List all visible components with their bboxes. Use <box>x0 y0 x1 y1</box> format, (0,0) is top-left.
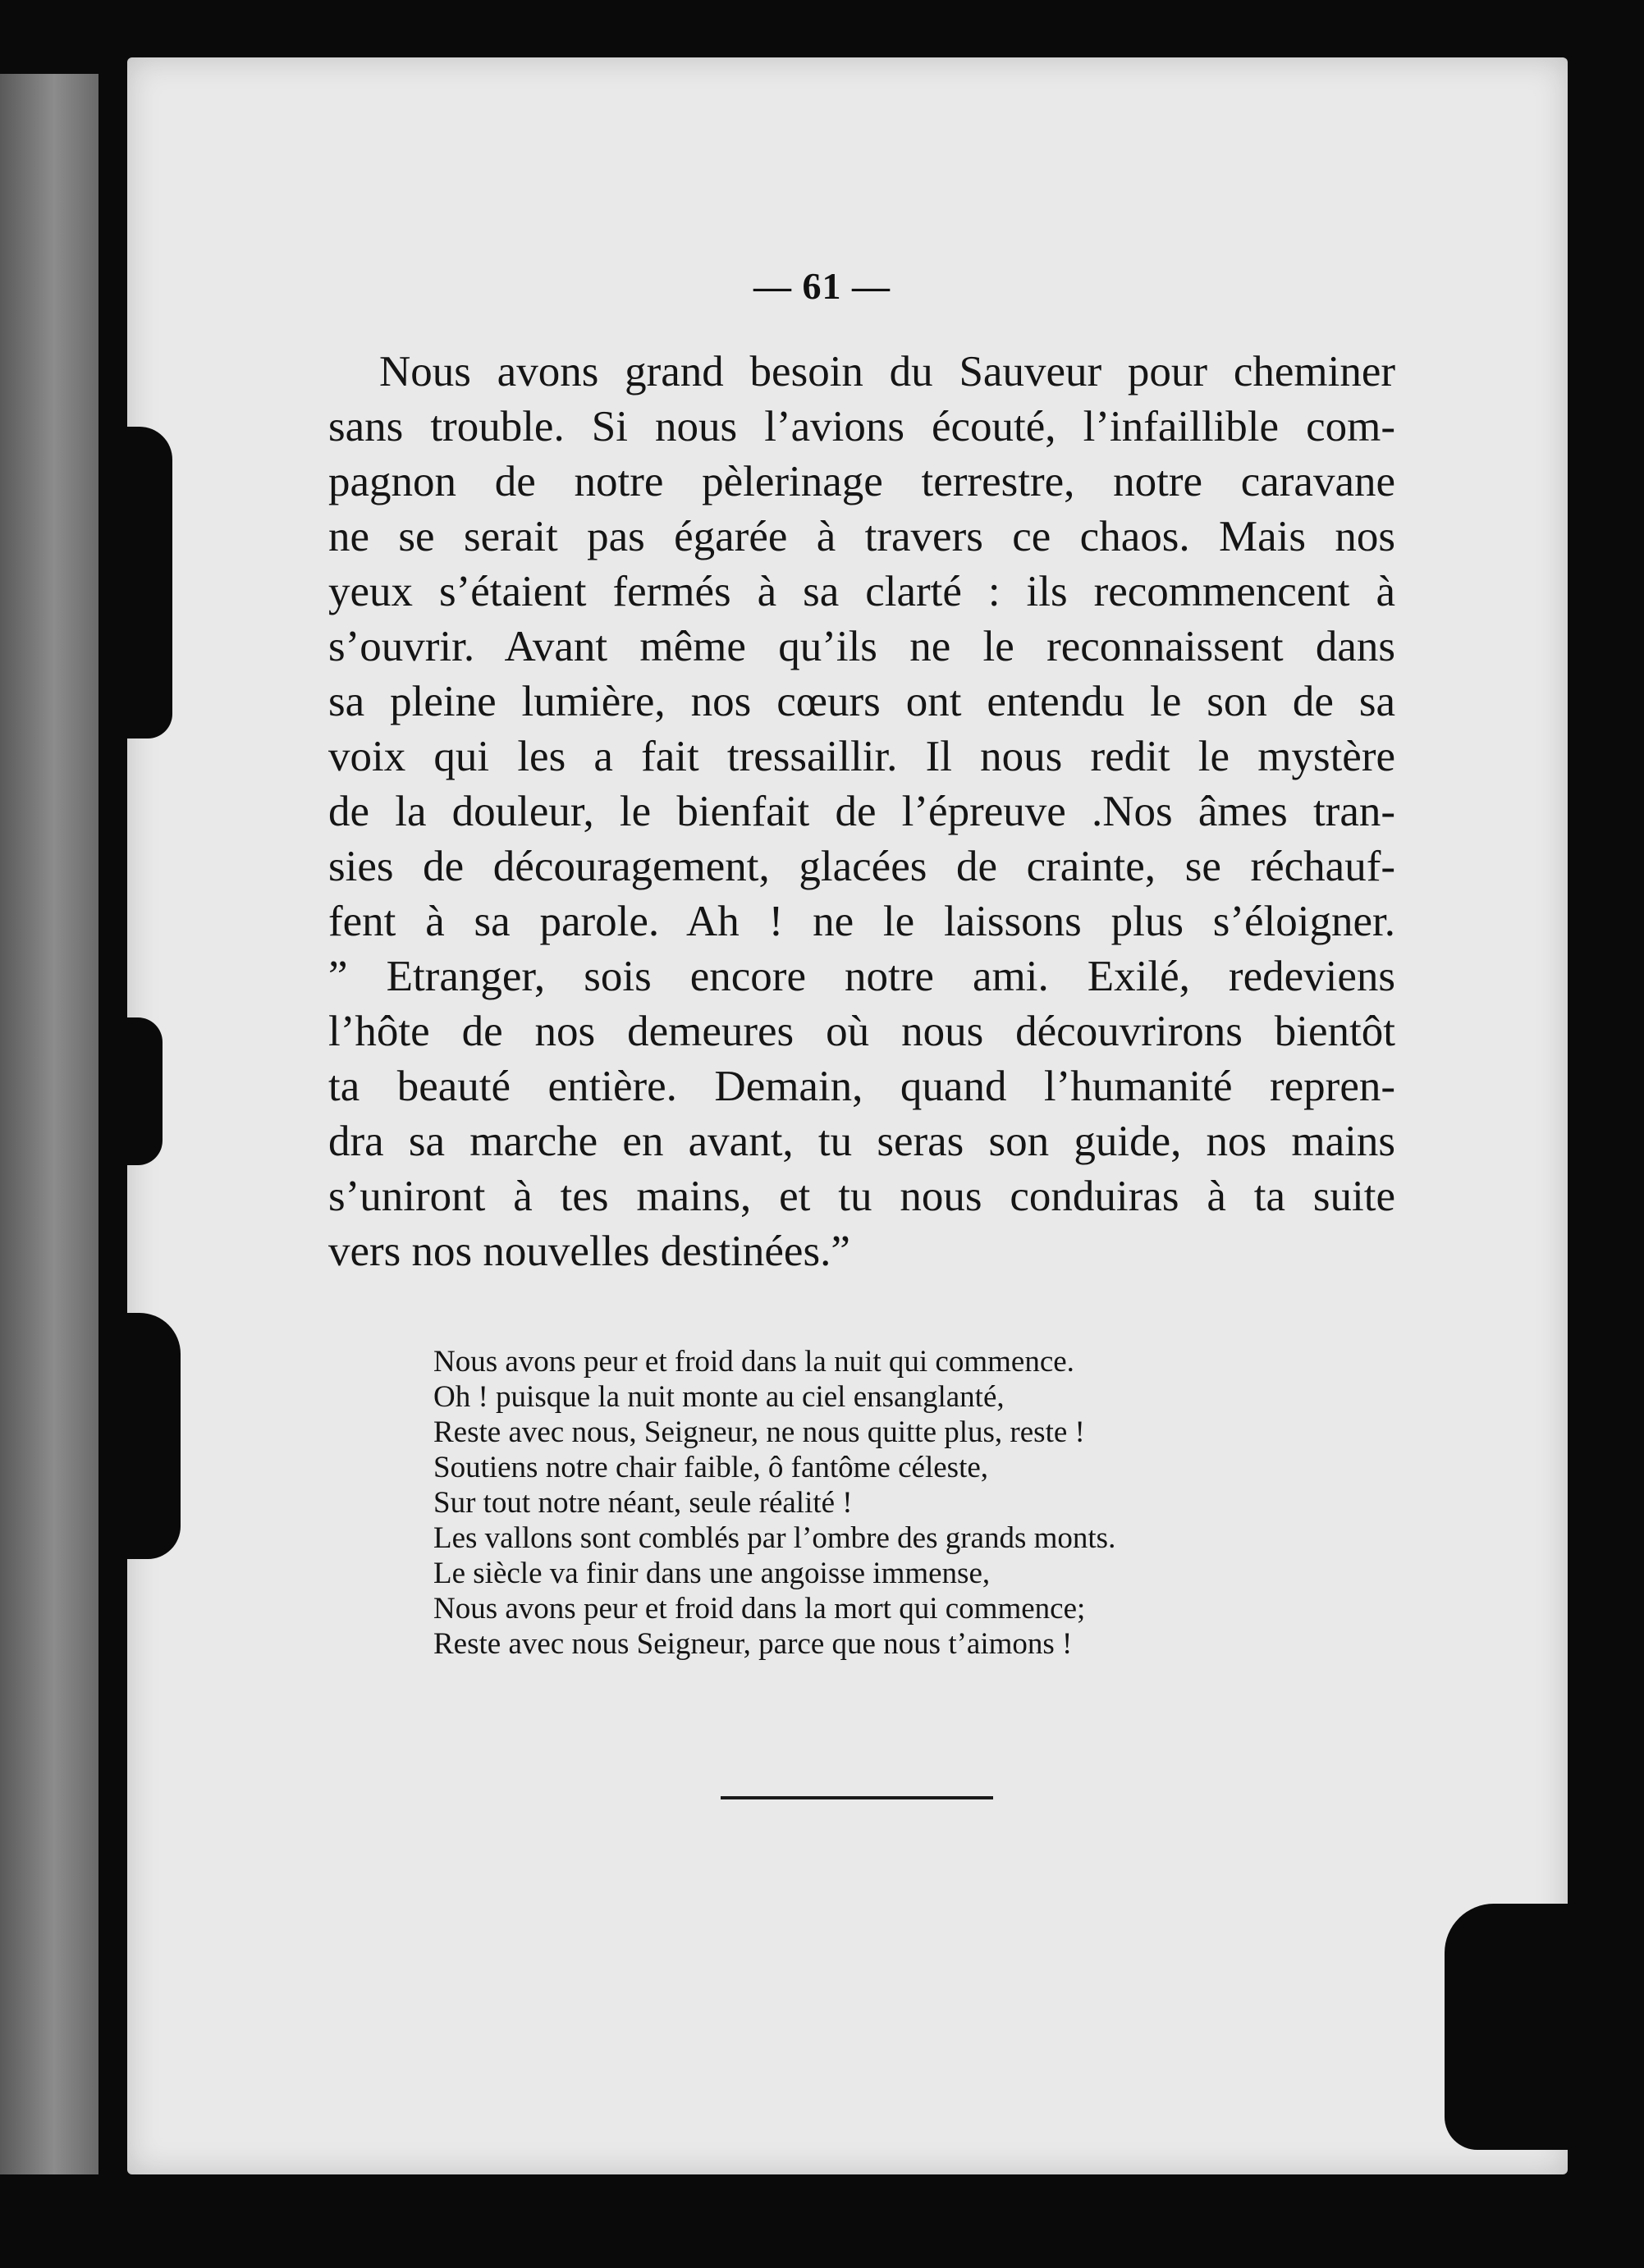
poem-line: Reste avec nous, Seigneur, ne nous quitte plus, reste ! <box>433 1415 1085 1449</box>
poem-line: Soutiens notre chair faible, ô fantôme céleste, <box>433 1451 989 1484</box>
paragraph-line: Nous avons grand besoin du Sauveur pour cheminer <box>379 348 1395 396</box>
page-damage <box>1445 1904 1576 2150</box>
paragraph-line: de la douleur, le bienfait de l’épreuve .Nos âmes tran- <box>328 788 1395 835</box>
paragraph-line: voix qui les a fait tressaillir. Il nous redit le mystère <box>328 733 1395 780</box>
paragraph-line: ta beauté entière. Demain, quand l’humanité repren- <box>328 1063 1395 1110</box>
page-number: — 61 — <box>753 265 891 307</box>
poem-line: Oh ! puisque la nuit monte au ciel ensanglanté, <box>433 1380 1005 1414</box>
poem-line: Nous avons peur et froid dans la nuit qui commence. <box>433 1345 1074 1379</box>
page-damage <box>123 427 172 738</box>
page-damage <box>123 1017 163 1165</box>
paragraph-line: ne se serait pas égarée à travers ce chaos. Mais nos <box>328 513 1395 560</box>
paragraph-line: pagnon de notre pèlerinage terrestre, notre caravane <box>328 458 1395 505</box>
paragraph-line: sa pleine lumière, nos cœurs ont entendu le son de sa <box>328 678 1395 725</box>
poem-line: Reste avec nous Seigneur, parce que nous t’aimons ! <box>433 1627 1073 1661</box>
body-paragraph <box>328 345 1395 1279</box>
section-end-rule <box>721 1796 993 1799</box>
poem-line: Le siècle va finir dans une angoisse immense, <box>433 1557 991 1590</box>
paragraph-line: dra sa marche en avant, tu seras son guide, nos mains <box>328 1118 1395 1165</box>
poem-line: Sur tout notre néant, seule réalité ! <box>433 1486 853 1520</box>
paragraph-line: sans trouble. Si nous l’avions écouté, l’infaillible com- <box>328 403 1395 450</box>
page-damage <box>123 1313 181 1559</box>
paragraph-line: s’uniront à tes mains, et tu nous conduiras à ta suite <box>328 1173 1395 1220</box>
paragraph-line: s’ouvrir. Avant même qu’ils ne le reconnaissent dans <box>328 623 1395 670</box>
previous-page-edge <box>0 74 98 2174</box>
paragraph-line: fent à sa parole. Ah ! ne le laissons plus s’éloigner. <box>328 898 1395 945</box>
paragraph-line: sies de découragement, glacées de crainte, se réchauf- <box>328 843 1395 890</box>
poem-line: Nous avons peur et froid dans la mort qui commence; <box>433 1592 1086 1626</box>
poem-line: Les vallons sont comblés par l’ombre des grands monts. <box>433 1521 1116 1555</box>
paragraph-line: vers nos nouvelles destinées.” <box>328 1228 850 1275</box>
paragraph-line: l’hôte de nos demeures où nous découvrirons bientôt <box>328 1008 1395 1055</box>
poem-stanza <box>433 1344 1115 1662</box>
paragraph-line: yeux s’étaient fermés à sa clarté : ils recommencent à <box>328 568 1395 615</box>
paragraph-line: ” Etranger, sois encore notre ami. Exilé, redeviens <box>328 953 1395 1000</box>
